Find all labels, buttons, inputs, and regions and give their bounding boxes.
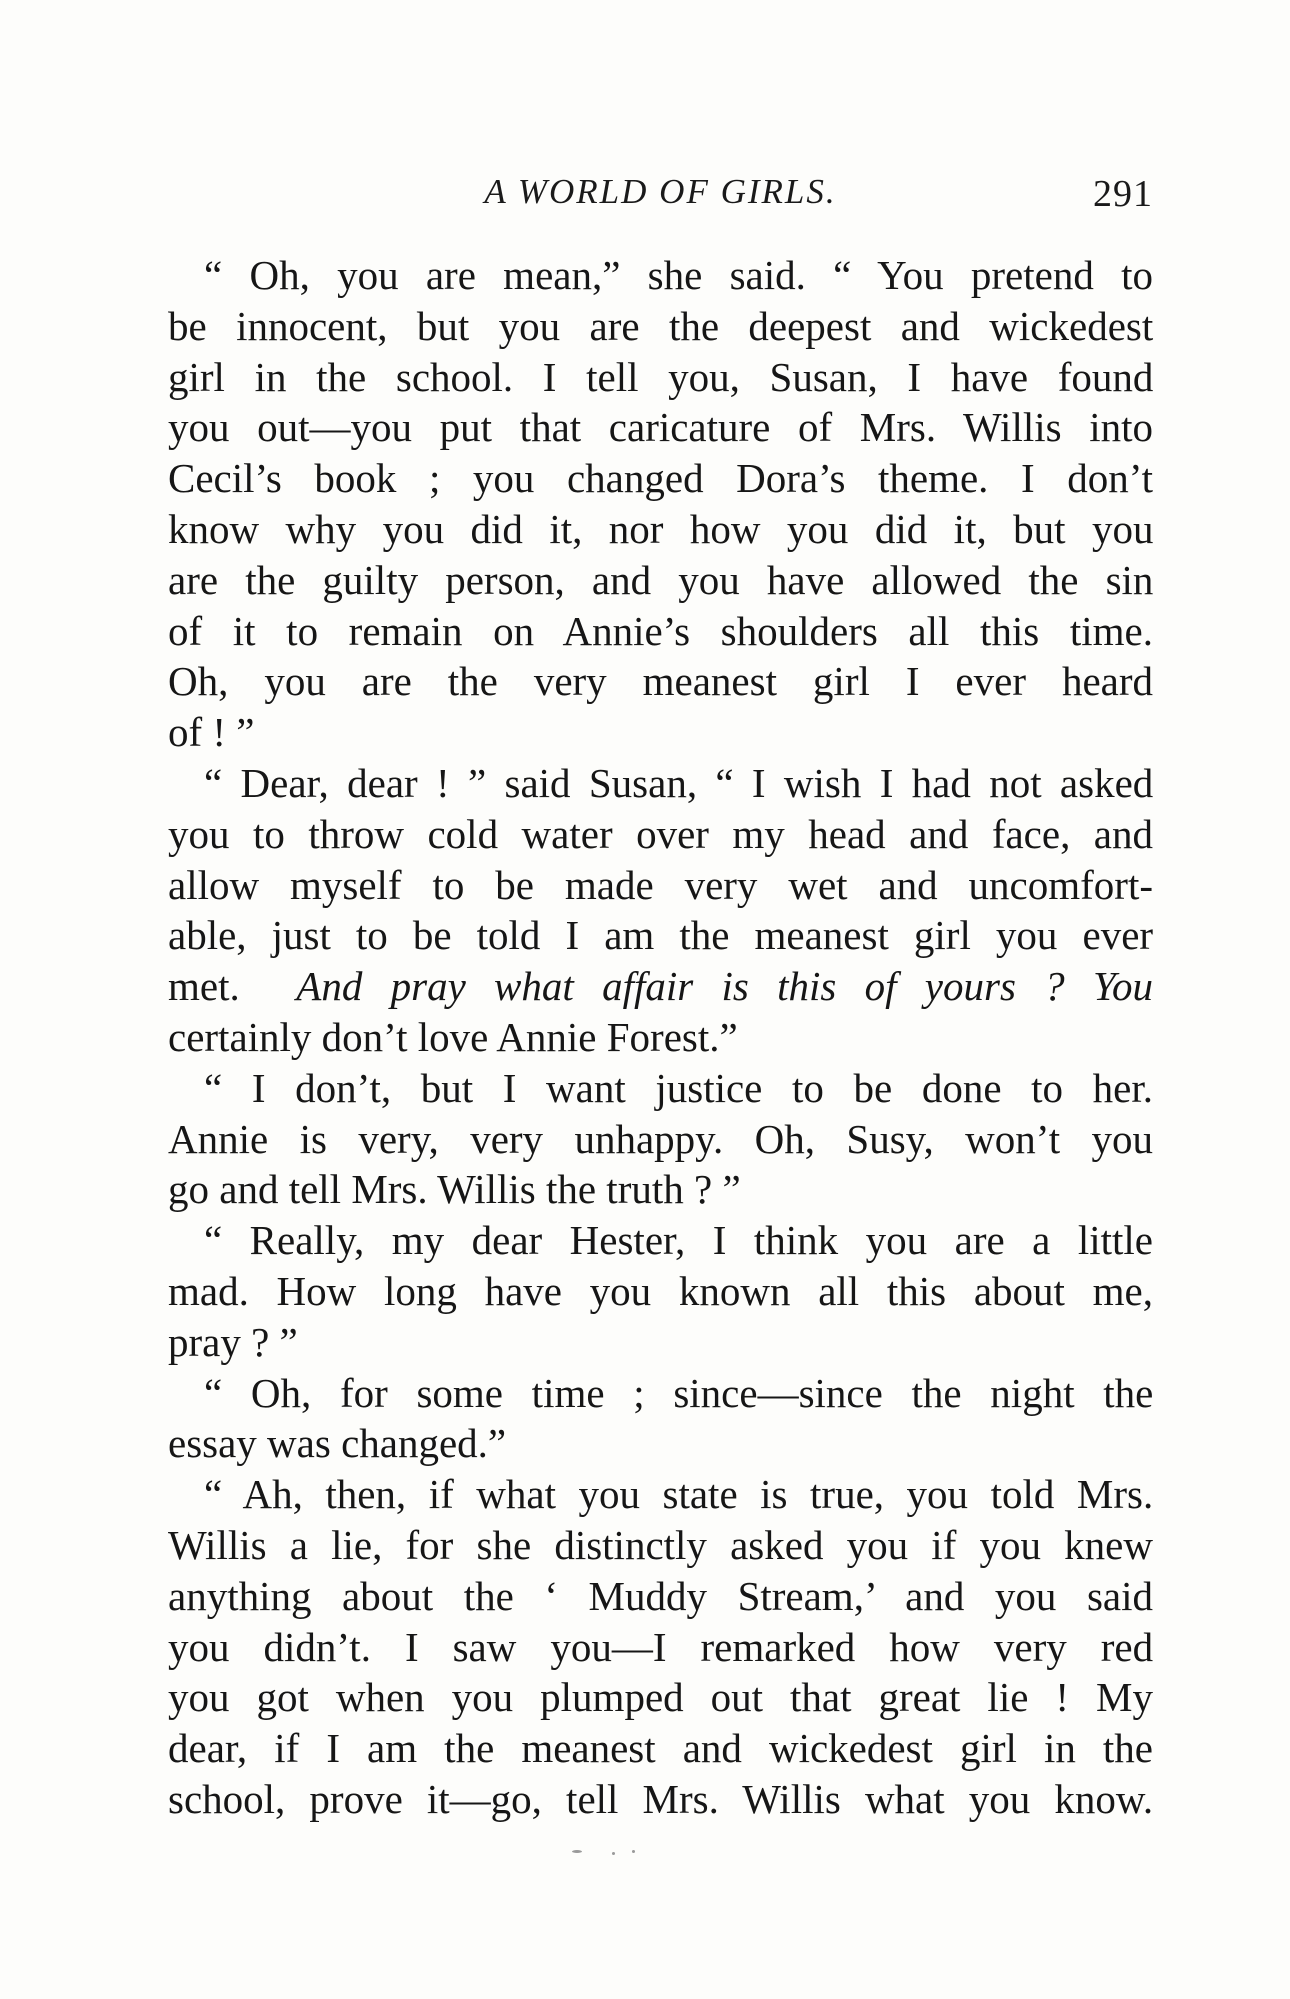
paragraph-6 <box>168 1469 1153 1825</box>
text-line: are the guilty person, and you have allowed the sin <box>168 556 1154 603</box>
body-text <box>168 250 1153 1825</box>
text-line: know why you did it, nor how you did it, but you <box>168 505 1154 552</box>
text-line: “ Oh, you are mean,” she said. “ You pretend to <box>204 252 1153 298</box>
text-line: “ Dear, dear ! ” said Susan, “ I wish I had not asked <box>204 759 1154 806</box>
text-line: anything about the ‘ Muddy Stream,’ and you said <box>168 1572 1153 1619</box>
text-line: “ I don’t, but I want justice to be done to her. <box>204 1064 1153 1111</box>
paragraph-2 <box>168 758 1153 1063</box>
running-title: A WORLD OF GIRLS. <box>484 172 837 211</box>
text-line: girl in the school. I tell you, Susan, I have found <box>168 353 1154 400</box>
text-line: school, prove it—go, tell Mrs. Willis what you know. <box>168 1775 1154 1822</box>
text-line: able, just to be told I am the meanest girl you ever <box>168 912 1154 959</box>
text-line-mixed <box>168 961 1153 1012</box>
paper-speck <box>572 1850 582 1853</box>
paragraph-5 <box>168 1368 1153 1470</box>
text-line: of ! ” <box>168 709 255 756</box>
text-line: you got when you plumped out that great lie ! My <box>168 1674 1153 1721</box>
text-line: “ Really, my dear Hester, I think you are a little <box>204 1217 1153 1264</box>
paragraph-1 <box>168 250 1153 758</box>
running-head <box>168 172 1153 228</box>
text-line: Cecil’s book ; you changed Dora’s theme. I don’t <box>168 455 1153 502</box>
text-fragment: met. <box>168 963 240 1010</box>
italic-fragment: And pray what affair is this of yours ? You <box>296 963 1154 1010</box>
text-line: Oh, you are the very meanest girl I ever heard <box>168 658 1153 705</box>
page-number: 291 <box>1093 173 1153 215</box>
paper-speck <box>632 1850 635 1853</box>
text-line: allow myself to be made very wet and uncomfort- <box>168 861 1153 908</box>
text-line: essay was changed.” <box>168 1420 507 1467</box>
text-line: you out—you put that caricature of Mrs. Willis into <box>168 404 1153 451</box>
text-line: you didn’t. I saw you—I remarked how very red <box>168 1623 1154 1670</box>
text-line: “ Oh, for some time ; since—since the night the <box>204 1369 1154 1416</box>
text-line: Annie is very, very unhappy. Oh, Susy, won’t you <box>168 1115 1153 1162</box>
paragraph-3 <box>168 1063 1153 1215</box>
text-line: certainly don’t love Annie Forest.” <box>168 1013 738 1060</box>
text-line: “ Ah, then, if what you state is true, you told Mrs. <box>204 1471 1154 1518</box>
paper-speck <box>612 1852 615 1855</box>
text-line: you to throw cold water over my head and face, and <box>168 810 1153 857</box>
text-line: Willis a lie, for she distinctly asked you if you knew <box>168 1521 1153 1568</box>
text-line: of it to remain on Annie’s shoulders all this time. <box>168 607 1153 654</box>
paragraph-4 <box>168 1215 1153 1367</box>
text-line: go and tell Mrs. Willis the truth ? ” <box>168 1166 741 1213</box>
text-line: mad. How long have you known all this about me, <box>168 1267 1153 1314</box>
text-line: be innocent, but you are the deepest and wickedest <box>168 302 1154 349</box>
text-line: dear, if I am the meanest and wickedest girl in the <box>168 1725 1153 1772</box>
text-line: pray ? ” <box>168 1318 298 1365</box>
